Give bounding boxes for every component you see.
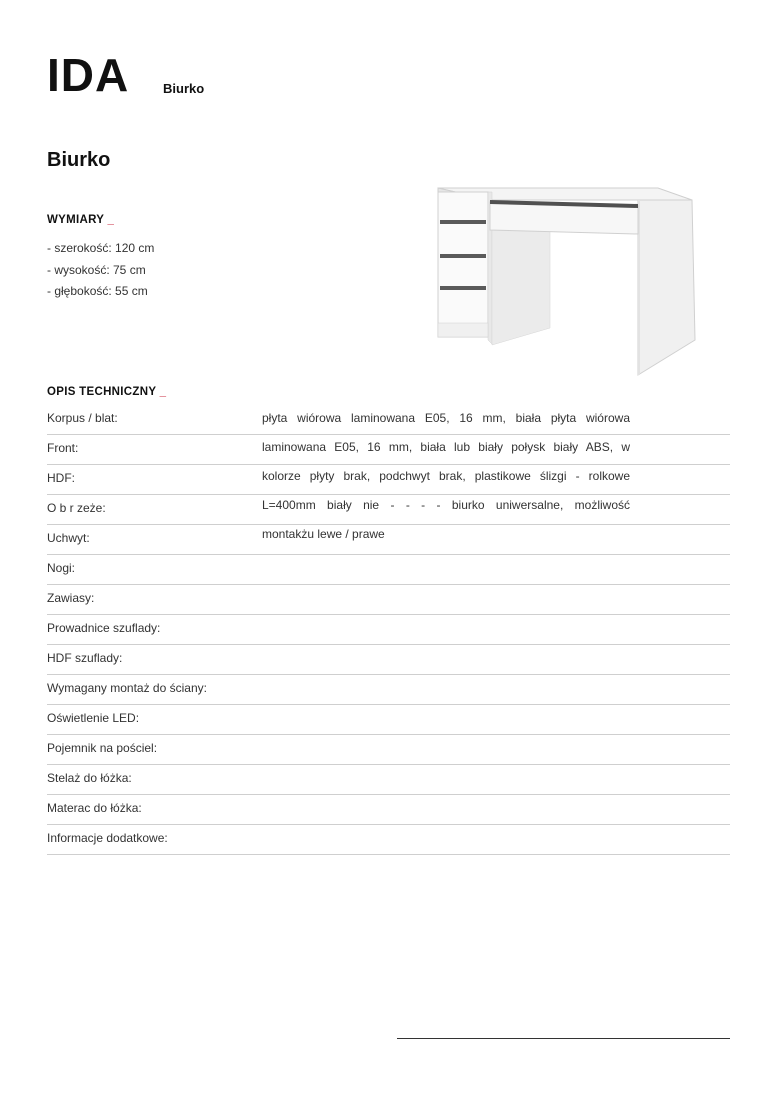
brand-name: IDA xyxy=(47,49,130,101)
spec-row xyxy=(47,675,730,705)
spec-label-zawiasy: Zawiasy: xyxy=(47,591,95,605)
spec-label-led: Oświetlenie LED: xyxy=(47,711,140,725)
spec-label-montaz: Wymagany montaż do ściany: xyxy=(47,681,207,695)
spec-row xyxy=(47,645,730,675)
spec-label-hdf: HDF: xyxy=(47,471,75,485)
technical-heading-text: OPIS TECHNICZNY xyxy=(47,386,157,398)
technical-heading xyxy=(47,386,166,398)
dimensions-heading xyxy=(47,214,114,226)
spec-row xyxy=(47,765,730,795)
spec-label-stelaz: Stelaż do łóżka: xyxy=(47,771,132,785)
product-title: Biurko xyxy=(47,149,111,171)
dimension-height: - wysokość: 75 cm xyxy=(47,262,146,277)
spec-label-nogi: Nogi: xyxy=(47,561,76,575)
spec-label-obrzeze: O b r zeże: xyxy=(47,501,106,515)
description-line: L=400mm biały nie - - - - biurko uniwersalne, możliwość xyxy=(262,498,630,512)
footer-divider xyxy=(397,1038,730,1039)
spec-label-pojemnik: Pojemnik na pościel: xyxy=(47,741,158,755)
spec-row xyxy=(47,555,730,585)
description-line: montakżu lewe / prawe xyxy=(262,527,385,541)
spec-row xyxy=(47,705,730,735)
description-line: laminowana E05, 16 mm, biała lub biały połysk biały ABS, w xyxy=(262,440,630,454)
spec-label-prowadnice: Prowadnice szuflady: xyxy=(47,621,161,635)
dimensions-list xyxy=(47,238,154,303)
spec-label-korpus: Korpus / blat: xyxy=(47,411,118,425)
spec-row xyxy=(47,585,730,615)
spec-row xyxy=(47,825,730,855)
spec-label-hdf-szuflady: HDF szuflady: xyxy=(47,651,123,665)
spec-row xyxy=(47,735,730,765)
description-line: płyta wiórowa laminowana E05, 16 mm, biała płyta wiórowa xyxy=(262,411,630,425)
description-line: kolorze płyty brak, podchwyt brak, plastikowe ślizgi - rolkowe xyxy=(262,469,630,483)
spec-row xyxy=(47,615,730,645)
technical-heading-accent: _ xyxy=(159,386,167,398)
spec-label-front: Front: xyxy=(47,441,79,455)
spec-label-materac: Materac do łóżka: xyxy=(47,801,142,815)
dimensions-heading-text: WYMIARY xyxy=(47,214,105,226)
dimension-width: - szerokość: 120 cm xyxy=(47,241,155,255)
spec-label-uchwyt: Uchwyt: xyxy=(47,531,90,545)
technical-description xyxy=(262,405,630,550)
brand-subtitle: Biurko xyxy=(163,81,205,96)
desk-illustration xyxy=(430,180,700,380)
dimension-depth: - głębokość: 55 cm xyxy=(47,284,148,298)
spec-row xyxy=(47,795,730,825)
spec-label-informacje: Informacje dodatkowe: xyxy=(47,831,168,845)
dimensions-heading-accent: _ xyxy=(107,214,115,226)
